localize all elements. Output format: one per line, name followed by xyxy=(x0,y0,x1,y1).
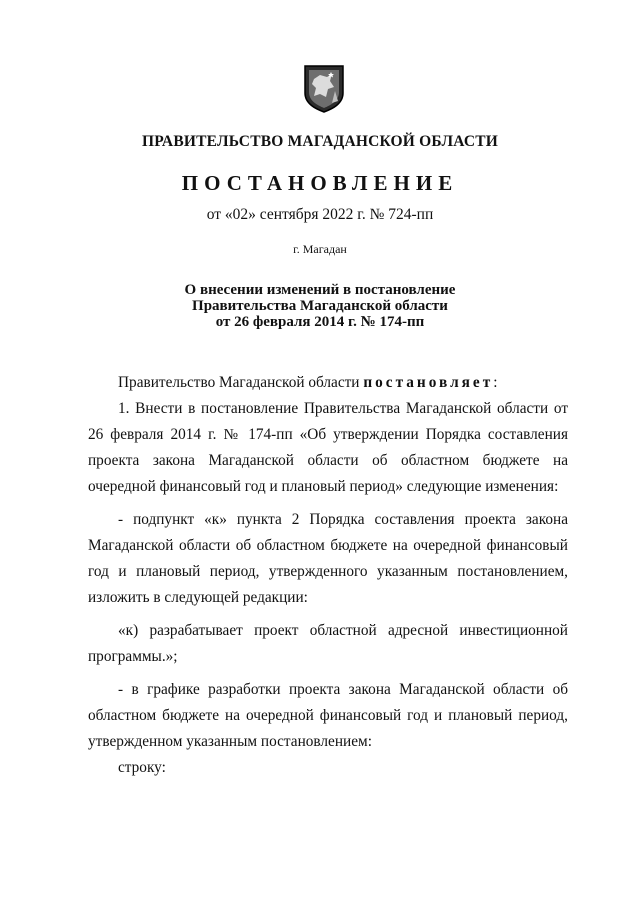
preamble-paragraph xyxy=(88,370,568,396)
document-body xyxy=(88,370,568,781)
subitem-1-paragraph: - подпункт «к» пункта 2 Порядка составления проекта закона Магаданской области об областном бюджете на очередной финансовый год и плановый период, утвержденного указанным постановлением, изложить в следующей редакции: xyxy=(88,511,568,606)
preamble-verb: постановляет xyxy=(363,374,494,391)
document-type-heading: ПОСТАНОВЛЕНИЕ xyxy=(181,171,459,195)
document-title-line-2: Правительства Магаданской области xyxy=(192,298,448,314)
document-title-line-1: О внесении изменений в постановление xyxy=(184,282,456,298)
subitem-2-paragraph: - в графике разработки проекта закона Магаданской области об областном бюджете на очередной финансовый год и плановый период, утвержденном указанным постановлением: xyxy=(88,681,568,750)
document-title-line-3: от 26 февраля 2014 г. № 174-пп xyxy=(215,314,425,330)
row-word-paragraph: строку: xyxy=(118,759,166,776)
organization-heading: ПРАВИТЕЛЬСТВО МАГАДАНСКОЙ ОБЛАСТИ xyxy=(141,133,499,150)
document-date-number: от «02» сентября 2022 г. № 724-пп xyxy=(206,206,434,223)
preamble-subject: Правительство Магаданской области xyxy=(118,374,364,391)
coat-of-arms-icon xyxy=(302,63,346,113)
document-city: г. Магадан xyxy=(293,242,347,256)
quoted-text-paragraph: «к) разрабатывает проект областной адресной инвестиционной программы.»; xyxy=(88,622,568,665)
document-title xyxy=(0,282,640,330)
preamble-colon: : xyxy=(493,374,498,391)
item-1-paragraph: 1. Внести в постановление Правительства Магаданской области от 26 февраля 2014 г. № 174-пп «Об утверждении Порядка составления проекта закона Магаданской области об областном бюджете на очередной финансовый год и плановый период» следующие изменения: xyxy=(88,400,568,495)
